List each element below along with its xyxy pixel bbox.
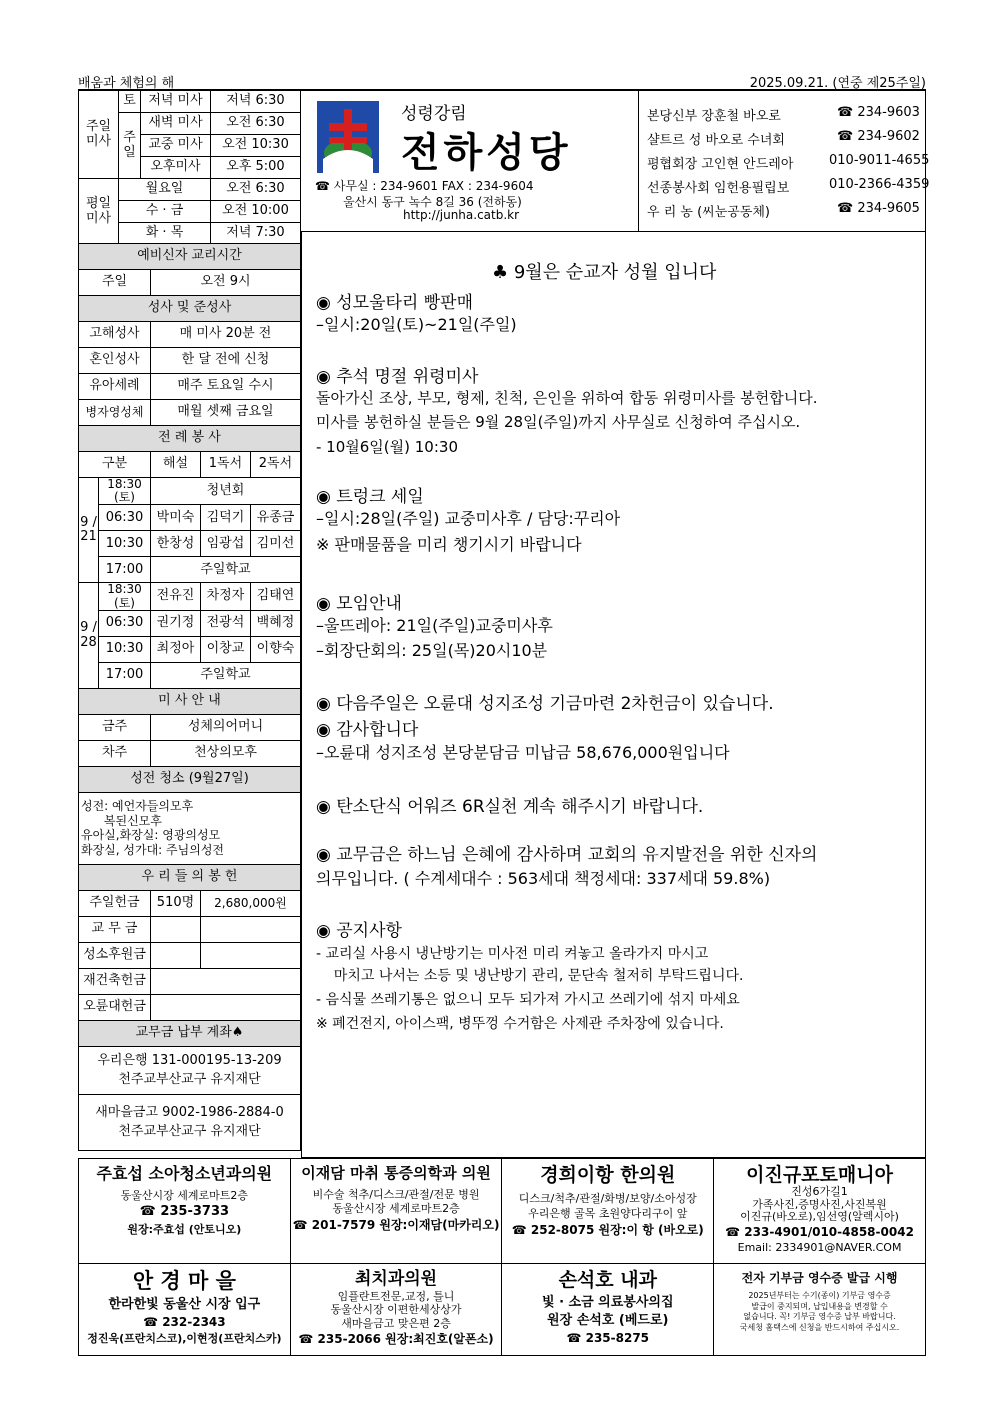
catechumen-title: 예비신자 교리시간	[79, 244, 301, 270]
notice-line: - 교리실 사용시 냉난방기는 미사전 미리 켜놓고 올라가지 마시고	[316, 946, 709, 962]
liturgy-person: 유종금	[250, 505, 300, 531]
account-number: 우리은행 131-000195-13-209	[97, 1052, 282, 1068]
mass-name: 수 · 금	[119, 201, 211, 223]
masthead	[301, 90, 638, 232]
ad-line: 빛 · 소금 의료봉사의집	[541, 1294, 674, 1310]
top-header	[78, 70, 926, 90]
mass-time: 오전 6:30	[211, 113, 301, 135]
liturgy-time: 18:30 (토)	[99, 583, 151, 610]
liturgy-group: 주일학교	[151, 557, 301, 583]
parish-logo-icon	[317, 101, 379, 173]
mass-time: 저녁 7:30	[211, 223, 301, 245]
cleaning-line: 화장실, 성가대: 주님의성전	[81, 842, 224, 857]
ad-phone: ☎ 252-8075 원장:이 항 (바오로)	[511, 1222, 704, 1237]
contact-row: 평협회장 고인현 안드레아 010-9011-4655	[647, 153, 930, 172]
liturgy-time: 18:30 (토)	[99, 478, 151, 505]
sunday-day-sun: 주 일	[119, 113, 141, 179]
notice-line: 마치고 나서는 소등 및 냉난방기 관리, 문단속 철저히 부탁드립니다.	[316, 968, 744, 984]
notice-line: 미사를 봉헌하실 분들은 9월 28일(주일)까지 사무실로 신청하여 주십시오.	[316, 413, 801, 431]
account-holder: 천주교부산교구 유지재단	[118, 1124, 261, 1140]
ad-line: 없습니다. 꼭! 기부금 영수증 납부 바랍니다.	[743, 1312, 896, 1322]
liturgy-person: 한창성	[151, 531, 201, 557]
ad-line: 비수술 척추/디스크/관절/전문 병원	[312, 1187, 480, 1201]
ad-line: 국세청 홈택스에 신청을 반드시하여 주십시오.	[739, 1323, 900, 1333]
notice-line: –오륜대 성지조성 본당분담금 미납금 58,676,000원입니다	[316, 743, 730, 762]
notice-line: –일시:28일(주일) 교중미사후 / 담당:꾸리아	[316, 509, 621, 528]
offering-count: 510명	[151, 890, 201, 916]
notices-panel	[301, 232, 926, 1158]
notice-line: 의무입니다. ( 수계세대수 : 563세대 책정세대: 337세대 59.8%)	[316, 869, 771, 888]
offering-name: 재건축헌금	[79, 968, 151, 994]
ad-title: 안 경 마 을	[132, 1269, 236, 1293]
liturgy-person: 최정아	[151, 636, 201, 662]
liturgy-time: 06:30	[99, 505, 151, 531]
ad-box	[290, 1264, 502, 1356]
ad-title: 이재담 마취 통증의학과 의원	[301, 1164, 491, 1182]
notice-line: ※ 폐건전지, 아이스팩, 병뚜껑 수거함은 사제관 주차장에 있습니다.	[316, 1016, 724, 1032]
liturgy-header: 1독서	[200, 452, 250, 478]
liturgy-person: 김미선	[250, 531, 300, 557]
sacrament-name: 혼인성사	[79, 348, 151, 374]
contact-row: 선종봉사회 임헌용필립보 010-2366-4359	[647, 177, 930, 196]
mass-time: 오후 5:00	[211, 157, 301, 179]
liturgy-time: 17:00	[99, 557, 151, 583]
cleaning-line: 복된신모후	[81, 813, 162, 828]
ad-line: 한라한빛 동울산 시장 입구	[108, 1297, 261, 1313]
cleaning-line: 성전: 예언자들의모후	[81, 799, 194, 814]
offering-name: 주일헌금	[79, 890, 151, 916]
liturgy-person: 전광석	[200, 610, 250, 636]
ad-owner: 원장 손석호 (베드로)	[547, 1313, 669, 1329]
mass-time: 오전 10:30	[211, 135, 301, 157]
weekday-mass-label: 평일 미사	[79, 179, 119, 245]
ad-owner: 원장:주효섭 (안토니오)	[127, 1222, 242, 1236]
notice-heading: ◉ 감사합니다	[316, 720, 419, 740]
ad-line: 2025년부터는 수기(종이) 기부금 영수증	[748, 1290, 891, 1300]
ad-line: 이진규(바오로),임선영(알렉시아)	[740, 1210, 899, 1224]
ad-line: 디스크/척추/관절/화병/보양/소아성장	[518, 1191, 697, 1205]
ad-email: Email: 2334901@NAVER.COM	[737, 1240, 902, 1254]
liturgy-group: 청년회	[151, 478, 301, 505]
catechumen-day: 주일	[79, 270, 151, 296]
notices-title: ♣ 9월은 순교자 성월 입니다	[492, 262, 717, 283]
ad-box	[79, 1264, 291, 1356]
header-date: 2025.09.21. (연중 제25주일)	[749, 76, 926, 91]
parish-name: 전하성당	[401, 129, 572, 176]
ad-box	[290, 1159, 502, 1264]
liturgy-person: 임광섭	[200, 531, 250, 557]
offering-count	[151, 942, 201, 968]
offering-amount	[151, 968, 301, 994]
sacrament-title: 성사 및 준성사	[79, 296, 301, 322]
parish-address: 울산시 동구 녹수 8길 36 (전하동)	[343, 195, 522, 209]
ad-box	[714, 1159, 926, 1264]
liturgy-header: 구분	[79, 452, 151, 478]
notice-line: - 10월6일(월) 10:30	[316, 438, 458, 456]
contact-row: 샬트르 성 바오로 수녀회 ☎ 234-9602	[647, 129, 920, 148]
catechumen-time: 오전 9시	[151, 270, 301, 296]
ad-title: 경희이항 한의원	[540, 1164, 676, 1186]
ad-phone: ☎ 201-7579 원장:이재담(마카리오)	[292, 1218, 500, 1233]
ad-box	[502, 1264, 714, 1356]
sacrament-name: 고해성사	[79, 322, 151, 348]
offering-name: 오륜대헌금	[79, 994, 151, 1020]
sacrament-value: 매주 토요일 수시	[151, 374, 301, 400]
liturgy-person: 전유진	[151, 583, 201, 610]
offering-title: 우 리 들 의 봉 헌	[79, 864, 301, 890]
mass-guide-name: 차주	[79, 740, 151, 766]
sacrament-name: 유아세례	[79, 374, 151, 400]
offering-amount	[200, 916, 300, 942]
ad-title: 전자 기부금 영수증 발급 시행	[741, 1271, 898, 1285]
mass-name: 새벽 미사	[141, 113, 211, 135]
notice-heading: ◉ 다음주일은 오륜대 성지조성 기금마련 2차헌금이 있습니다.	[316, 694, 774, 714]
ad-line: 새마을금고 맞은편 2층	[341, 1317, 451, 1331]
offering-name: 성소후원금	[79, 942, 151, 968]
contact-phone: 010-9011-4655	[829, 153, 930, 168]
ad-box	[714, 1264, 926, 1356]
ad-phone: ☎ 233-4901/010-4858-0042	[725, 1224, 914, 1239]
contact-box	[638, 90, 930, 232]
liturgy-person: 차정자	[200, 583, 250, 610]
liturgy-person: 이향숙	[250, 636, 300, 662]
notice-heading: ◉ 성모울타리 빵판매	[316, 293, 474, 313]
mass-time: 오전 10:00	[211, 201, 301, 223]
mass-guide-title: 미 사 안 내	[79, 688, 301, 714]
account-box-2	[79, 1094, 301, 1150]
ad-box	[502, 1159, 714, 1264]
office-phone: ☎ 사무실 : 234-9601 FAX : 234-9604	[315, 179, 534, 193]
liturgy-person: 백혜정	[250, 610, 300, 636]
sacrament-name: 병자영성체	[79, 400, 151, 426]
mass-guide-value: 성체의어머니	[151, 714, 301, 740]
ad-line: 우리은행 골목 초원양다리구이 앞	[528, 1206, 688, 1220]
liturgy-person: 이창교	[200, 636, 250, 662]
cleaning-title: 성전 청소 (9월27일)	[79, 766, 301, 792]
mass-guide-name: 금주	[79, 714, 151, 740]
sacrament-value: 한 달 전에 신청	[151, 348, 301, 374]
ad-phone: ☎ 235-3733	[139, 1204, 230, 1220]
offering-count	[151, 916, 201, 942]
ad-title: 최치과의원	[354, 1269, 438, 1289]
ad-title: 손석호 내과	[558, 1269, 657, 1291]
mass-schedule-table	[78, 90, 301, 245]
contact-phone: ☎ 234-9602	[837, 129, 920, 144]
notice-line: –울뜨레아: 21일(주일)교중미사후	[316, 616, 553, 635]
mass-name: 교중 미사	[141, 135, 211, 157]
mass-name: 화 · 목	[119, 223, 211, 245]
offering-amount: 2,680,000원	[200, 890, 300, 916]
sunday-day-sat: 토	[119, 91, 141, 113]
liturgy-header: 2독서	[250, 452, 300, 478]
parish-website[interactable]: http://junha.catb.kr	[403, 208, 520, 222]
liturgy-person: 권기정	[151, 610, 201, 636]
account-number: 새마을금고 9002-1986-2884-0	[95, 1104, 284, 1120]
ad-line: 동울산시장 이편한세상상가	[330, 1303, 462, 1317]
account-title: 교무금 납부 계좌♠	[79, 1020, 301, 1046]
ad-line: 동울산시장 세계로마트2층	[120, 1188, 249, 1202]
ad-line: 진성6가길1	[791, 1184, 848, 1198]
notice-heading: ◉ 추석 명절 위령미사	[316, 367, 479, 387]
header-theme: 배움과 체험의 해	[78, 76, 175, 91]
cleaning-line: 유아실,화장실: 영광의성모	[81, 828, 221, 843]
cleaning-list	[79, 792, 301, 864]
mass-time: 저녁 6:30	[211, 91, 301, 113]
notice-heading: ◉ 교무금은 하느님 은혜에 감사하며 교회의 유지발전을 위한 신자의	[316, 845, 818, 865]
ad-phone: ☎ 235-2066 원장:최진호(알폰소)	[298, 1331, 494, 1346]
contact-row: 본당신부 장훈철 바오로 ☎ 234-9603	[647, 105, 920, 124]
offering-name: 교 무 금	[79, 916, 151, 942]
sacrament-value: 매 미사 20분 전	[151, 322, 301, 348]
account-box-1	[79, 1046, 301, 1094]
notice-line: –일시:20일(토)~21일(주일)	[316, 315, 517, 334]
contact-phone: ☎ 234-9603	[837, 105, 920, 120]
ad-title: 주효섭 소아청소년과의원	[96, 1164, 273, 1183]
liturgy-title: 전 례 봉 사	[79, 426, 301, 452]
notice-line: 돌아가신 조상, 부모, 형제, 친척, 은인을 위하여 합동 위령미사를 봉헌합니다.	[316, 389, 818, 407]
sidebar-table	[78, 243, 301, 1151]
mass-guide-value: 천상의모후	[151, 740, 301, 766]
mass-name: 오후미사	[141, 157, 211, 179]
ad-line: 가족사진,증명사진,사진복원	[752, 1197, 887, 1211]
ad-phone: ☎ 232-2343	[143, 1315, 226, 1330]
ad-box	[79, 1159, 291, 1264]
ad-line: 임플란트전문,교정, 틀니	[337, 1289, 455, 1303]
ad-title: 이진규포토매니아	[746, 1164, 893, 1186]
liturgy-week-date: 9 / 21	[79, 478, 99, 583]
liturgy-time: 10:30	[99, 531, 151, 557]
contact-phone: 010-2366-4359	[829, 177, 930, 192]
notice-heading: ◉ 트렁크 세일	[316, 487, 424, 507]
liturgy-person: 김태연	[250, 583, 300, 610]
notice-heading: ◉ 모임안내	[316, 594, 402, 614]
contact-phone: ☎ 234-9605	[837, 201, 920, 216]
contact-row: 우 리 농 (씨눈공동체) ☎ 234-9605	[647, 201, 920, 220]
offering-amount	[151, 994, 301, 1020]
liturgy-time: 10:30	[99, 636, 151, 662]
liturgy-time: 17:00	[99, 662, 151, 688]
sacrament-value: 매월 셋째 금요일	[151, 400, 301, 426]
liturgy-header: 해설	[151, 452, 201, 478]
mass-name: 월요일	[119, 179, 211, 201]
notice-line: ※ 판매물품을 미리 챙기시기 바랍니다	[316, 535, 582, 554]
mass-time: 오전 6:30	[211, 179, 301, 201]
ads-table	[78, 1158, 926, 1356]
offering-amount	[200, 942, 300, 968]
ad-line: 발급이 중지되며, 납입내용을 변경할 수	[751, 1301, 888, 1311]
notice-heading: ◉ 공지사항	[316, 921, 402, 941]
liturgy-group: 주일학교	[151, 662, 301, 688]
notice-line: - 음식물 쓰레기통은 없으니 모두 되가져 가시고 쓰레기에 섞지 마세요	[316, 992, 740, 1008]
sunday-mass-label: 주일 미사	[79, 91, 119, 179]
liturgy-time: 06:30	[99, 610, 151, 636]
mass-name: 저녁 미사	[141, 91, 211, 113]
liturgy-week-date: 9 / 28	[79, 583, 99, 688]
ad-owner: 정진욱(프란치스코),이현정(프란치스카)	[87, 1332, 282, 1346]
notice-line: –회장단회의: 25일(목)20시10분	[316, 641, 548, 660]
account-holder: 천주교부산교구 유지재단	[118, 1072, 261, 1088]
ad-line: 동울산시장 세계로마트2층	[332, 1202, 460, 1216]
parish-subtitle: 성령강림	[401, 104, 467, 124]
notice-heading: ◉ 탄소단식 어워즈 6R실천 계속 해주시기 바랍니다.	[316, 797, 704, 817]
liturgy-person: 김덕기	[200, 505, 250, 531]
ad-phone: ☎ 235-8275	[566, 1331, 650, 1346]
liturgy-person: 박미숙	[151, 505, 201, 531]
